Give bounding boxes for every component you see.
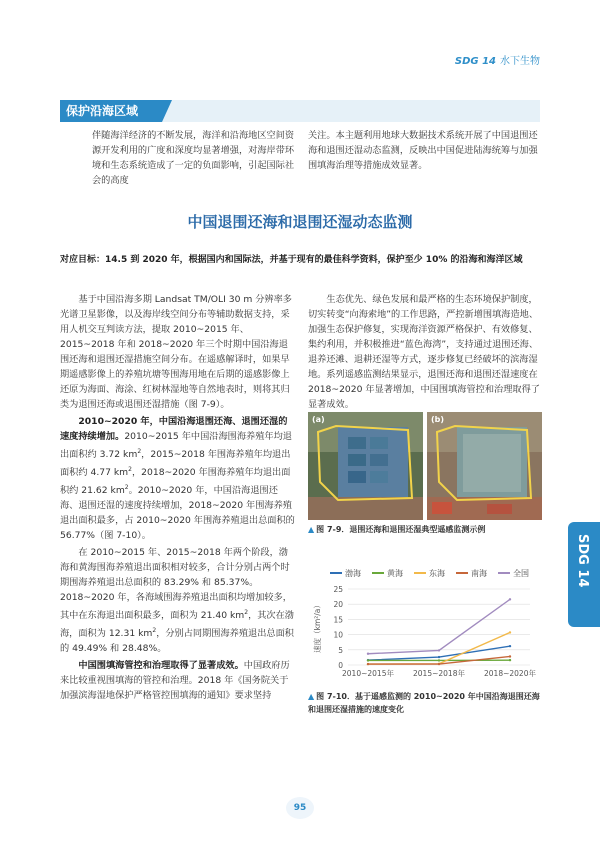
satellite-image-b xyxy=(427,412,542,520)
p2-lead: 2010~2020 年，中国沿海退围还海、退围还湿的速度持续增加。 xyxy=(60,416,288,442)
x-tick-label: 2015~2018年 xyxy=(413,669,465,678)
header-sdg: SDG 14 xyxy=(454,56,496,67)
article-title: 中国退围还海和退围还湿动态监测 xyxy=(187,213,413,231)
intro-left: 伴随海洋经济的不断发展，海洋和沿海地区空间资源开发利用的广度和深度均显著增强，对海岸带环境和生态系统造成了一定的负面影响，引起国际社会的高度 xyxy=(92,130,295,186)
page-number: 95 xyxy=(286,797,314,819)
y-tick-label: 5 xyxy=(338,645,343,655)
running-header xyxy=(455,52,540,67)
right-column xyxy=(308,292,542,412)
series-line-全国 xyxy=(368,599,510,653)
data-point xyxy=(509,655,511,657)
legend-label: 渤海 xyxy=(345,569,361,578)
data-point xyxy=(367,659,369,661)
intro-right: 关注。本主题利用地球大数据技术系统开展了中国退围还海和退围还湿动态监测，反映出中国促进陆海统筹与加强围填海治理等措施成效显著。 xyxy=(308,130,538,171)
figure-7-9 xyxy=(308,412,542,520)
left-column xyxy=(60,292,296,705)
data-point xyxy=(438,663,440,665)
data-point xyxy=(509,631,511,633)
section-title: 保护沿海区域 xyxy=(60,100,162,122)
data-point xyxy=(509,659,511,661)
paragraph-4: 中国围填海管控和治理取得了显著成效。中国政府历来比较重视围填海的管控和治理。2018 年《国务院关于加强滨海湿地保护严格管控围填海的通知》要求坚持 xyxy=(60,660,290,702)
y-axis-label: 速度（km²/a） xyxy=(313,601,322,653)
data-point xyxy=(509,645,511,647)
paragraph-2: 2010~2020 年，中国沿海退围还海、退围还湿的速度持续增加。2010~2015 年中国沿海围海养殖年均退出面积约 3.72 $km^2$，2015~2018 年围海养殖年均退出面积约 4.77 $km^2$，2018~2020 年围海养殖年均退出面积约 21.62 $km^2$。2010~2020 年，中国沿海退围还海、退围还湿的速度持续增加，2018~2020 年围海养殖退出面积最多，占 2010~2020 年围海养殖退出总面积的 56.77%（图 7-10）。 xyxy=(60,416,295,542)
x-tick-label: 2018~2020年 xyxy=(484,669,536,678)
legend-label: 东海 xyxy=(429,569,445,578)
satellite-image-a xyxy=(308,412,423,520)
legend-label: 南海 xyxy=(471,569,487,578)
figure-7-9-caption: ▲ 图 7-9．退围还海和退围还湿典型遥感监测示例 xyxy=(308,525,486,534)
figure-tag-b: (b) xyxy=(431,415,445,424)
figure-tag-a: (a) xyxy=(312,415,325,424)
line-chart xyxy=(308,565,542,687)
legend-label: 黄海 xyxy=(387,569,403,578)
data-point xyxy=(438,659,440,661)
y-tick-label: 15 xyxy=(333,615,343,625)
target-label: 对应目标： xyxy=(60,255,106,265)
y-tick-label: 10 xyxy=(333,630,343,640)
y-tick-label: 25 xyxy=(333,585,343,594)
paragraph-1: 基于中国沿海多期 Landsat TM/OLI 30 m 分辨率多光谱卫星影像，以及海岸线空间分布等辅助数据支持，采用人机交互判读方法，提取 2010~2015 年、2015~2018 年和 2018~2020 年三个时期中国沿海退围还海和退围还湿措施空间分布。在遥感解译时，如果早期遥感影像上的养殖坑塘等围海用地在后期的遥感影像上还原为海面、海涂、红树林湿地等自然地表时，则将其归类为退围还海或退围还湿措施（图 7-9）。 xyxy=(60,294,292,410)
paragraph-3: 在 2010~2015 年、2015~2018 年两个阶段，渤海和黄海围海养殖退出面积相对较多，合计分别占两个时期围海养殖退出总面积的 83.29% 和 85.37%。2018~2020 年，各海域围海养殖退出面积均增加较多，其中在东海退出面积最多，面积为 21.40 $km^2$，其次在渤海，面积为 12.31 $km^2$，分别占同期围海养殖退出总面积的 49.49% 和 28.48%。 xyxy=(60,547,294,655)
data-point xyxy=(367,663,369,665)
paragraph-right: 生态优先、绿色发展和最严格的生态环境保护制度，切实转变“向海索地”的工作思路，严控新增围填海造地、加强生态保护修复，实现海洋资源严格保护、有效修复、集约利用，并积极推进“蓝色海湾”，支持通过退围还海、退养还滩、退耕还湿等方式，逐步修复已经破坏的滨海湿地。系列遥感监测结果显示，退围还海和退围还湿速度在 2018~2020 年显著增加，中国围填海管控和治理取得了显著成效。 xyxy=(308,294,540,410)
target-text: 14.5 到 2020 年，根据国内和国际法，并基于现有的最佳科学资料，保护至少 10% 的沿海和海洋区域 xyxy=(105,255,523,265)
y-tick-label: 20 xyxy=(333,600,343,610)
data-point xyxy=(438,656,440,658)
p4-lead: 中国围填海管控和治理取得了显著成效。 xyxy=(78,660,244,672)
y-tick-label: 0 xyxy=(338,661,343,670)
header-topic: 水下生物 xyxy=(500,56,540,67)
data-point xyxy=(367,653,369,655)
data-point xyxy=(509,598,511,600)
figure-7-10-chart xyxy=(308,565,542,687)
legend-label: 全国 xyxy=(513,569,529,578)
side-tab-sdg14: SDG 14 xyxy=(568,522,600,627)
figure-7-10-caption: ▲ 图 7-10．基于遥感监测的 2010~2020 年中国沿海退围还海和退围还湿措施的速度变化 xyxy=(308,692,540,714)
data-point xyxy=(438,649,440,651)
x-tick-label: 2010~2015年 xyxy=(342,669,394,678)
target-statement xyxy=(60,253,542,268)
